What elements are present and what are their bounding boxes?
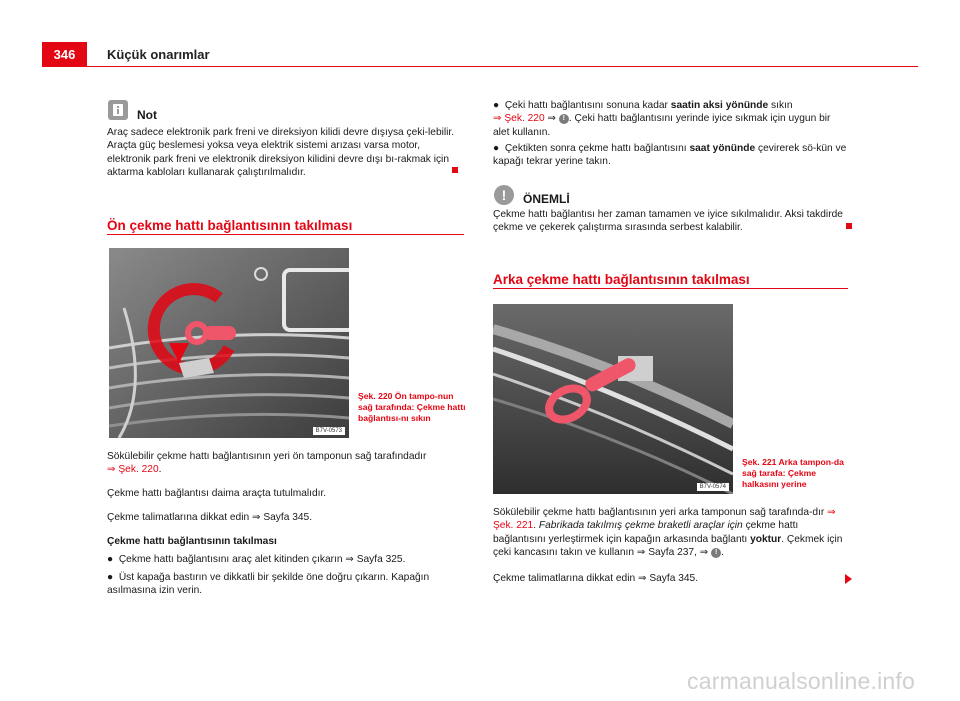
header-rule	[42, 66, 918, 67]
list-item-text: çevirerek sö-kün ve kapağı tekrar yerine takın.	[493, 143, 847, 168]
section-rule-front	[107, 234, 464, 235]
bullet-dot: ●	[107, 554, 114, 565]
fig-220-link[interactable]: Şek. 220	[504, 113, 545, 125]
front-photo-code: B7V-0573	[313, 427, 345, 435]
list-item-remove-from-kit	[107, 553, 464, 566]
warning-ref-icon[interactable]: !	[559, 114, 569, 124]
watermark: carmanualsonline.info	[687, 668, 915, 694]
front-bumper-photo	[109, 248, 349, 438]
counterclockwise-text: saatin aksi yönünde	[670, 100, 769, 111]
section-title-front: Ön çekme hattı bağlantısının takılması	[107, 218, 353, 233]
rear-bumper-photo	[493, 304, 733, 494]
rear-location-text: çekme hattı bağlantısını yerleştirmek için kapağın arkasında bağlantı	[493, 520, 799, 545]
warning-icon: !	[494, 185, 514, 205]
page-number: 346	[42, 42, 87, 66]
front-location-end: .	[158, 464, 162, 476]
rear-photo-code: B7V-0574	[697, 483, 729, 491]
important-text: Çekme hattı bağlantısı her zaman tamamen ve iyice sıkılmalıdır. Aksi takdirde çekme ve çekerek çalıştırma sırasında serbest kalabilir.	[493, 209, 843, 234]
end-marker	[846, 223, 852, 229]
no-connection-text: yoktur	[750, 533, 782, 545]
link-arrow: ⇒	[493, 113, 502, 125]
bullet-dot: ●	[493, 143, 500, 154]
towing-instructions-link[interactable]: Çekme talimatlarına dikkat edin ⇒ Sayfa 345.	[107, 512, 313, 523]
list-item-tighten: ● Çeki hattı bağlantısını sonuna kadar saatin aksi yönünde sıkın ⇒ Şek. 220 ⇒ ! . Çeki hattı bağlantısını yerinde iyice sıkmak için uygun bir alet kullanın.	[493, 100, 831, 138]
figure-221-caption: Şek. 221 Arka tampon-da sağ tarafa: Çekme halkasını yerine	[742, 457, 844, 490]
list-item-text: Çeki hattı bağlantısını sonuna kadar	[504, 100, 668, 111]
rear-location-text: Sökülebilir çekme hattı bağlantısının yeri arka tamponun sağ tarafında-dır	[493, 507, 825, 518]
section-rule-rear	[493, 288, 848, 289]
front-location-paragraph	[107, 450, 464, 477]
rear-bumper-illustration	[493, 304, 733, 494]
rear-location-end: .	[721, 547, 724, 559]
front-bumper-illustration	[109, 248, 349, 438]
list-item-text: . Çeki hattı bağlantısını yerinde iyice sıkmak için uygun bir alet kullanın.	[493, 113, 831, 138]
list-item-text: Üst kapağa bastırın ve dikkatli bir şekilde öne doğru çıkarın. Kapağın asılmasına izin verin.	[107, 572, 430, 597]
rear-location-paragraph	[493, 506, 849, 560]
page-title: Küçük onarımlar	[107, 47, 210, 62]
bullet-dot: ●	[493, 100, 500, 111]
warning-ref-icon[interactable]: !	[711, 548, 721, 558]
note-text: Araç sadece elektronik park freni ve direksiyon kilidi devre dışıysa çeki-lebilir. Araçta güç beslemesi yoksa veya elektrik sistemi arızası varsa motor, elektronik park freni ve elektronik direksiyon kilidini devre dışı bı-rakmak için aktarma kabloları kullanarak çalıştırılmalıdır.	[107, 127, 455, 179]
figure-220-caption: Şek. 220 Ön tampo-nun sağ tarafında: Çekme hattı bağlantısı-nı sıkın	[358, 391, 466, 424]
section-title-rear: Arka çekme hattı bağlantısının takılması	[493, 272, 750, 287]
fig-221-link[interactable]: Şek. 221	[493, 520, 534, 532]
rear-location-dot: .	[533, 520, 537, 532]
note-title: Not	[137, 108, 157, 122]
factory-bracket-text: Fabrikada takılmış çekme braketli araçlar için	[538, 520, 743, 532]
continue-arrow-icon	[845, 574, 852, 584]
rear-location-text: . Çekmek için çeki kancasını takın ve kullanın ⇒ Sayfa 237, ⇒	[493, 533, 843, 559]
list-item-text: Çekme hattı bağlantısını araç alet kitinden çıkarın ⇒ Sayfa 325.	[118, 554, 406, 565]
link-arrow: ⇒	[827, 507, 836, 518]
rear-towing-instructions-link[interactable]: Çekme talimatlarına dikkat edin ⇒ Sayfa 345.	[493, 573, 699, 584]
keep-in-car-paragraph: Çekme hattı bağlantısı daima araçta tutulmalıdır.	[107, 488, 327, 499]
front-location-arrow: ⇒	[107, 464, 116, 476]
info-icon	[108, 100, 128, 120]
fig-220-link[interactable]: Şek. 220	[118, 464, 159, 476]
front-location-text: Sökülebilir çekme hattı bağlantısının yeri ön tamponun sağ tarafındadır	[107, 451, 427, 462]
info-icon-glyph	[111, 103, 125, 117]
list-item-unscrew	[493, 142, 849, 169]
list-item-text: sıkın	[771, 100, 793, 111]
end-marker	[452, 167, 458, 173]
bullet-dot: ●	[107, 572, 114, 583]
subheading-install: Çekme hattı bağlantısının takılması	[107, 536, 277, 547]
clockwise-text: saat yönünde	[689, 143, 756, 154]
important-title: ÖNEMLİ	[523, 192, 570, 206]
list-item-press-cover	[107, 571, 464, 598]
list-item-text: Çektikten sonra çekme hattı bağlantısını	[504, 143, 687, 154]
